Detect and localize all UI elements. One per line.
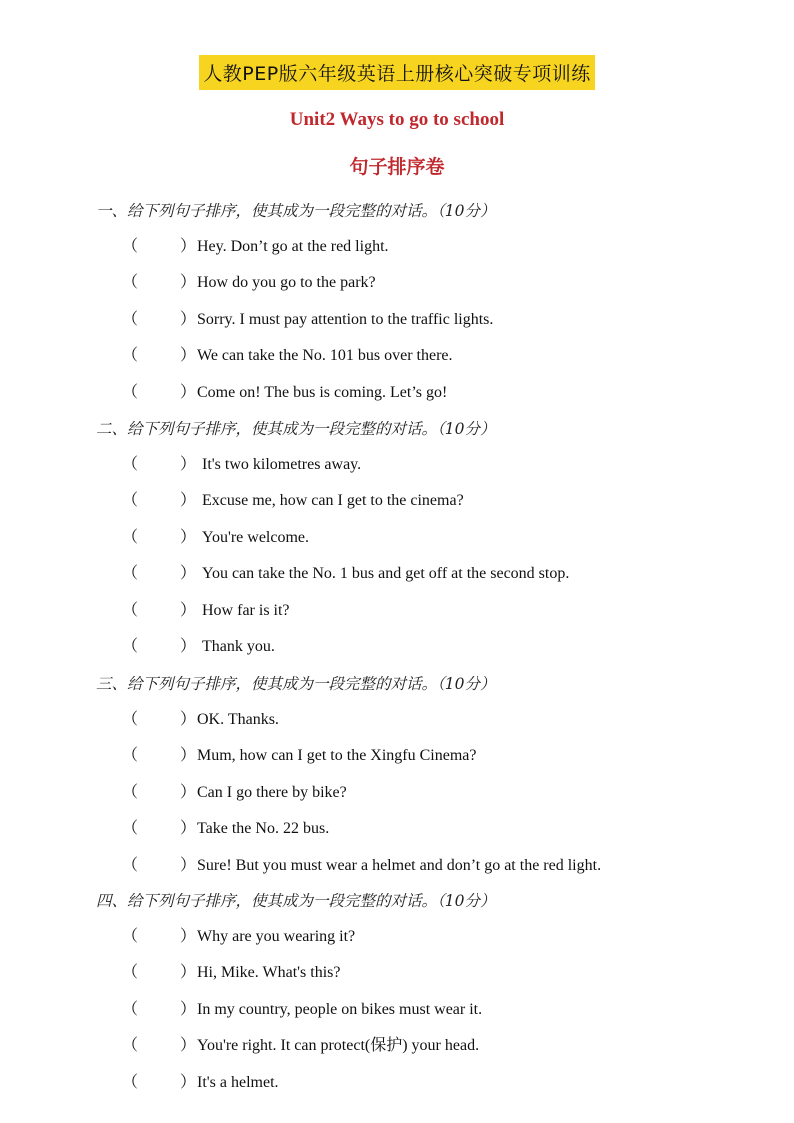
- sentence-text: It's a helmet.: [197, 1073, 279, 1091]
- paren-close: ）: [180, 637, 197, 655]
- paren-close: ）: [180, 456, 197, 473]
- list-item: [96, 848, 756, 884]
- list-item: [96, 919, 756, 955]
- list-item: [96, 338, 756, 374]
- sentence-text: You're welcome.: [202, 528, 310, 546]
- list-item: [96, 775, 756, 811]
- section-3: [96, 666, 756, 884]
- list-item: [96, 593, 756, 629]
- list-item: [96, 1065, 756, 1101]
- section-heading: 三、给下列句子排序，使其成为一段完整的对话。（10分）: [96, 675, 496, 693]
- section-heading: 四、给下列句子排序，使其成为一段完整的对话。（10分）: [96, 892, 496, 910]
- paren-open: （: [122, 637, 139, 655]
- sentence-text: Sorry. I must pay attention to the traffic lights.: [197, 310, 494, 328]
- paren-open: （: [122, 238, 139, 255]
- sentence-text: Can I go there by bike?: [197, 783, 347, 801]
- list-item: [96, 629, 756, 665]
- paren-close: ）: [180, 310, 197, 328]
- unit-subtitle: Unit2 Ways to go to school: [289, 109, 505, 130]
- paren-open: （: [122, 783, 139, 801]
- sentence-text: You can take the No. 1 bus and get off at the second stop.: [202, 565, 570, 583]
- paren-open: （: [122, 1000, 139, 1018]
- paren-close: ）: [180, 964, 197, 982]
- sentence-text: Excuse me, how can I get to the cinema?: [202, 492, 464, 510]
- list-item: [96, 955, 756, 991]
- list-item: [96, 447, 756, 483]
- paren-open: （: [122, 1037, 139, 1055]
- page-title: 人教PEP版六年级英语上册核心突破专项训练: [199, 55, 594, 90]
- section-heading: 一、给下列句子排序，使其成为一段完整的对话。（10分）: [96, 202, 496, 220]
- paren-close: ）: [180, 711, 197, 728]
- paren-open: （: [122, 856, 139, 874]
- paren-close: ）: [180, 1037, 197, 1055]
- list-item: [96, 556, 756, 592]
- sentence-text: We can take the No. 101 bus over there.: [197, 347, 453, 365]
- list-item: [96, 483, 756, 519]
- paren-close: ）: [180, 601, 197, 619]
- sentence-text: How far is it?: [202, 601, 290, 619]
- paren-open: （: [122, 383, 139, 401]
- paren-close: ）: [180, 492, 197, 510]
- paren-close: ）: [180, 820, 197, 838]
- sentence-text: OK. Thanks.: [197, 711, 279, 728]
- paren-open: （: [122, 528, 139, 546]
- paren-open: （: [122, 274, 139, 292]
- sentence-text: It's two kilometres away.: [202, 456, 362, 473]
- paren-close: ）: [180, 565, 197, 583]
- sentence-text: Why are you wearing it?: [197, 928, 356, 945]
- sentence-text: Come on! The bus is coming. Let’s go!: [197, 383, 448, 401]
- paren-close: ）: [180, 928, 197, 945]
- paren-open: （: [122, 492, 139, 510]
- paren-close: ）: [180, 1073, 197, 1091]
- paren-open: （: [122, 347, 139, 365]
- sentence-text: Thank you.: [202, 637, 275, 655]
- sentence-text: How do you go to the park?: [197, 274, 376, 292]
- list-item: [96, 738, 756, 774]
- paren-close: ）: [180, 383, 197, 401]
- sentence-text: You're right. It can protect(保护) your head.: [197, 1037, 480, 1055]
- list-item: [96, 811, 756, 847]
- paren-open: （: [122, 711, 139, 728]
- list-item: [96, 520, 756, 556]
- section-1: [96, 193, 756, 411]
- sentence-text: Take the No. 22 bus.: [197, 820, 330, 838]
- list-item: [96, 702, 756, 738]
- list-item: [96, 375, 756, 411]
- paren-open: （: [122, 747, 139, 765]
- sentence-text: Sure! But you must wear a helmet and don’t go at the red light.: [197, 856, 602, 874]
- paren-close: ）: [180, 274, 197, 292]
- section-heading: 二、给下列句子排序，使其成为一段完整的对话。（10分）: [96, 420, 496, 438]
- paren-open: （: [122, 1073, 139, 1091]
- list-item: [96, 229, 756, 265]
- list-item: [96, 1028, 756, 1064]
- paren-close: ）: [180, 783, 197, 801]
- paren-close: ）: [180, 528, 197, 546]
- paren-close: ）: [180, 347, 197, 365]
- list-item: [96, 265, 756, 301]
- paper-subtitle: 句子排序卷: [349, 156, 445, 178]
- paren-open: （: [122, 964, 139, 982]
- sentence-text: Mum, how can I get to the Xingfu Cinema?: [197, 747, 477, 765]
- paren-open: （: [122, 928, 139, 945]
- section-2: [96, 411, 756, 665]
- paren-open: （: [122, 456, 139, 473]
- paren-open: （: [122, 565, 139, 583]
- paren-open: （: [122, 601, 139, 619]
- paren-open: （: [122, 820, 139, 838]
- list-item: [96, 992, 756, 1028]
- paren-close: ）: [180, 856, 197, 874]
- paren-close: ）: [180, 238, 197, 255]
- title-wrap: [0, 55, 794, 90]
- sentence-text: Hi, Mike. What's this?: [197, 964, 341, 982]
- section-4: [96, 883, 756, 1101]
- sentence-text: Hey. Don’t go at the red light.: [197, 238, 389, 255]
- sentence-text: In my country, people on bikes must wear it.: [197, 1000, 483, 1018]
- paren-close: ）: [180, 1000, 197, 1018]
- list-item: [96, 302, 756, 338]
- paren-close: ）: [180, 747, 197, 765]
- paren-open: （: [122, 310, 139, 328]
